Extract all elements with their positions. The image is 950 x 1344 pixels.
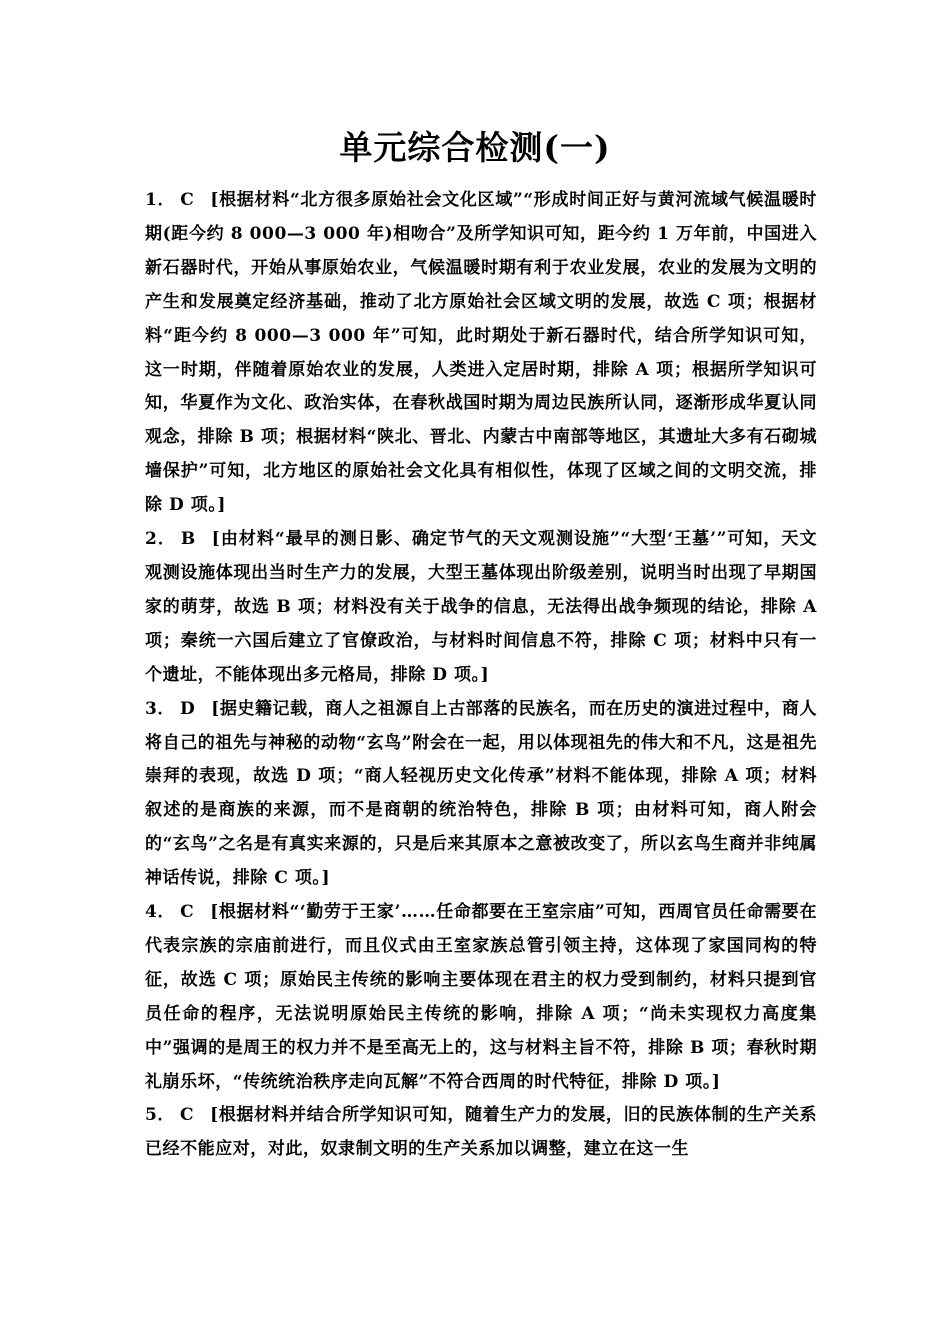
page-title: 单元综合检测(一) (339, 128, 611, 167)
answer-explanation: [由材料“最早的测日影、确定节气的天文观测设施”“大型‘王墓’”可知，天文观测设施体现出当时生产力的发展，大型王墓体现出阶级差别，说明当时出现了早期国家的萌芽，故选 B 项；材料没有关于战争的信息，无法得出战争频现的结论，排除 A 项；秦统一六国后建立了官僚政治，与材料时间信息不符，排除 C 项；材料中只有一个遗址，不能体现出多元格局，排除 D 项。] (145, 529, 818, 685)
answer-number: 3． (145, 698, 175, 719)
answer-item-2 (145, 523, 817, 693)
answer-item-3 (145, 693, 817, 896)
answer-item-1 (145, 184, 817, 523)
answer-number: 4． (145, 902, 176, 923)
answer-item-5 (145, 1099, 817, 1167)
answer-key: C (180, 902, 195, 923)
answer-key: D (179, 698, 196, 719)
answer-key: C (180, 190, 195, 210)
answer-key: C (180, 1105, 195, 1126)
answer-explanation: [根据材料并结合所学知识可知，随着生产力的发展，旧的民族体制的生产关系已经不能应对，对此，奴隶制文明的生产关系加以调整，建立在这一生 (145, 1105, 817, 1160)
answer-explanation: [根据材料“北方很多原始社会文化区域”“形成时间正好与黄河流域气候温暖时期(距今约 8 000—3 000 年)相吻合”及所学知识可知，距今约 1 万年前，中国进入新石器时代，开始从事原始农业，气候温暖时期有利于农业发展，农业的发展为文明的产生和发展奠定经济基础，推动了北方原始社会区域文明的发展，故选 C 项；根据材料“距今约 8 000—3 000 年”可知，此时期处于新石器时代，结合所学知识可知，这一时期，伴随着原始农业的发展，人类进入定居时期，排除 A 项；根据所学知识可知，华夏作为文化、政治实体，在春秋战国时期为周边民族所认同，逐渐形成华夏认同观念，排除 B 项；根据材料“陕北、晋北、内蒙古中南部等地区，其遗址大多有石砌城墙保护”可知，北方地区的原始社会文化具有相似性，体现了区域之间的文明交流，排除 D 项。] (145, 190, 817, 516)
answer-number: 5． (145, 1105, 176, 1126)
answer-number: 2． (145, 529, 176, 550)
answer-item-4 (145, 896, 817, 1099)
answer-list (145, 184, 817, 1167)
answer-key: B (180, 529, 196, 550)
answer-explanation: [根据材料“‘勤劳于王家’……任命都要在王室宗庙”可知，西周官员任命需要在代表宗族的宗庙前进行，而且仪式由王室家族总管引领主持，这体现了家国同构的特征，故选 C 项；原始民主传统的影响主要体现在君主的权力受到制约，材料只提到官员任命的程序，无法说明原始民主传统的影响，排除 A 项；“尚未实现权力高度集中”强调的是周王的权力并不是至高无上的，这与材料主旨不符，排除 B 项；春秋时期礼崩乐坏，“传统统治秩序走向瓦解”不符合西周的时代特征，排除 D 项。] (145, 902, 817, 1092)
answer-number: 1． (145, 190, 176, 210)
answer-explanation: [据史籍记载，商人之祖源自上古部落的民族名，而在历史的演进过程中，商人将自己的祖先与神秘的动物“玄鸟”附会在一起，用以体现祖先的伟大和不凡，这是祖先崇拜的表现，故选 D 项；“商人轻视历史文化传承”材料不能体现，排除 A 项；材料叙述的是商族的来源，而不是商朝的统治特色，排除 B 项；由材料可知，商人附会的“玄鸟”之名是有真实来源的，只是后来其原本之意被改变了，所以玄鸟生商并非纯属神话传说，排除 C 项。] (145, 698, 817, 889)
